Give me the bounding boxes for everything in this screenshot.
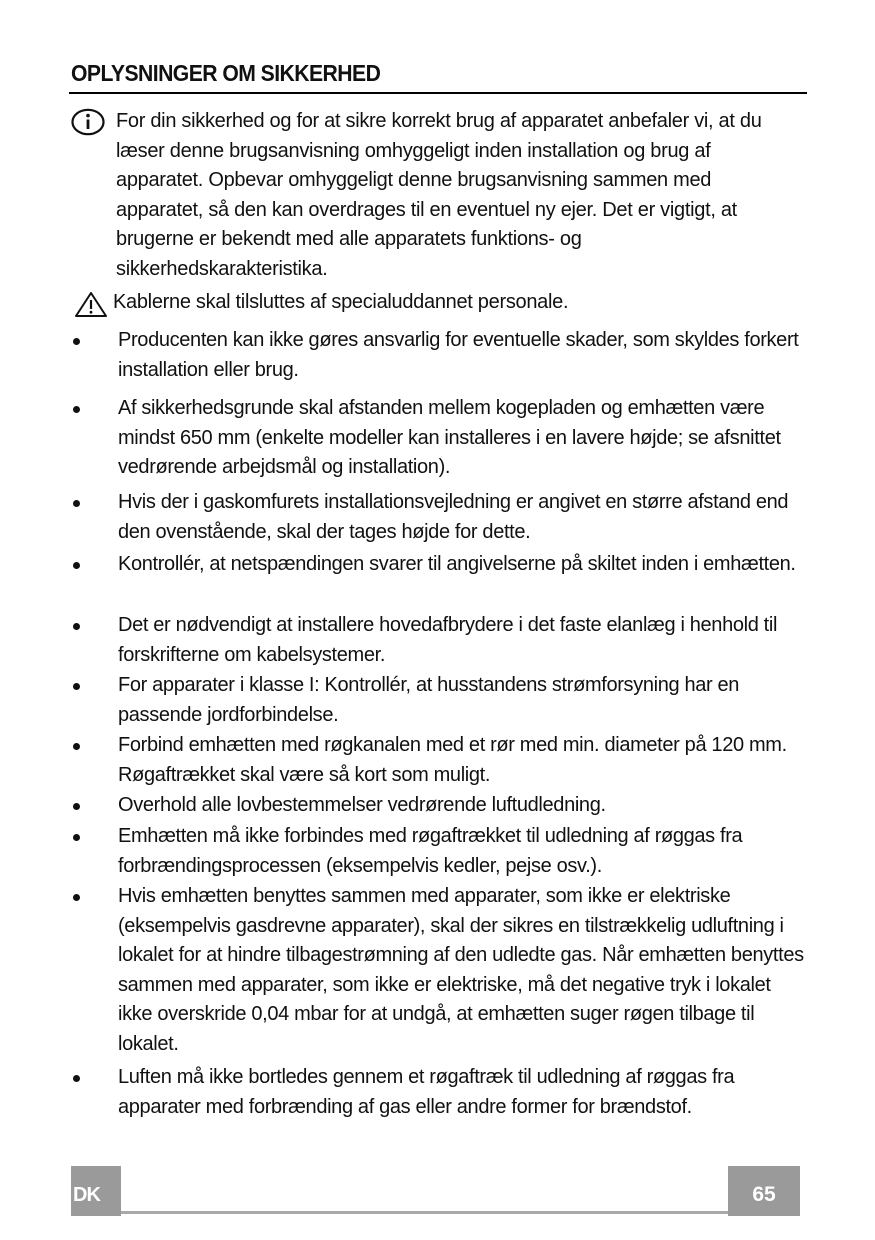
info-circle-icon	[71, 108, 105, 136]
list-item	[118, 1063, 804, 1122]
page-number: 65	[728, 1166, 800, 1216]
list-item	[118, 671, 804, 730]
bullet-dot-icon	[73, 1075, 80, 1082]
footer-divider	[121, 1211, 728, 1214]
language-badge: DK	[71, 1166, 121, 1216]
list-item	[118, 394, 804, 483]
bullet-dot-icon	[73, 743, 80, 750]
list-item-text: For apparater i klasse I: Kontrollér, at husstandens strømforsyning har en passende jordforbindelse.	[118, 674, 740, 726]
warning-triangle-icon	[74, 290, 108, 318]
title-divider	[69, 92, 807, 94]
list-item-text: Luften må ikke bortledes gennem et røgaftræk til udledning af røggas fra apparater med forbrænding af gas eller andre former for brændstof.	[118, 1066, 735, 1118]
info-paragraph: For din sikkerhed og for at sikre korrekt brug af apparatet anbefaler vi, at du læser denne brugsanvisning omhyggeligt inden installation og brug af apparatet. Opbevar omhyggeligt denne brugsanvisning sammen med apparatet, så den kan overdrages til en eventuel ny ejer. Det er vigtigt, at brugerne er bekendt med alle apparatets funktions- og sikkerhedskarakteristika.	[116, 110, 762, 280]
list-item	[118, 791, 804, 821]
bullet-dot-icon	[73, 623, 80, 630]
bullet-dot-icon	[73, 562, 80, 569]
list-item-text: Emhætten må ikke forbindes med røgaftrækket til udledning af røggas fra forbrændingsprocessen (eksempelvis kedler, pejse osv.).	[118, 825, 743, 877]
bullet-dot-icon	[73, 406, 80, 413]
list-item	[118, 882, 804, 1060]
list-item	[118, 488, 804, 547]
bullet-dot-icon	[73, 338, 80, 345]
bullet-dot-icon	[73, 834, 80, 841]
bullet-dot-icon	[73, 803, 80, 810]
list-item	[118, 326, 804, 385]
list-item-text: Overhold alle lovbestemmelser vedrørende luftudledning.	[118, 794, 606, 816]
list-item-text: Det er nødvendigt at installere hovedafbrydere i det faste elanlæg i henhold til forskrifterne om kabelsystemer.	[118, 614, 778, 666]
page-title: OPLYSNINGER OM SIKKERHED	[71, 60, 381, 86]
list-item-text: Hvis emhætten benyttes sammen med apparater, som ikke er elektriske (eksempelvis gasdrevne apparater), skal der sikres en tilstrækkelig udluftning i lokalet for at hindre tilbagestrømning af den udledte gas. Når emhætten benyttes sammen med apparater, som ikke er elektriske, må det negative tryk i lokalet ikke overskride 0,04 mbar for at undgå, at emhætten suger røgen tilbage til lokalet.	[118, 885, 804, 1055]
list-item-text: Producenten kan ikke gøres ansvarlig for eventuelle skader, som skyldes forkert installation eller brug.	[118, 329, 799, 381]
page-footer	[71, 1166, 800, 1216]
list-item-text: Hvis der i gaskomfurets installationsvejledning er angivet en større afstand end den ovenstående, skal der tages højde for dette.	[118, 491, 789, 543]
bullet-dot-icon	[73, 500, 80, 507]
list-item	[118, 611, 804, 670]
list-item	[118, 550, 804, 580]
list-item-text: Forbind emhætten med røgkanalen med et rør med min. diameter på 120 mm. Røgaftrækket skal være så kort som muligt.	[118, 734, 787, 786]
list-item	[118, 822, 804, 881]
warning-paragraph: Kablerne skal tilsluttes af specialuddannet personale.	[113, 291, 569, 313]
bullet-dot-icon	[73, 894, 80, 901]
list-item	[118, 731, 804, 790]
bullet-dot-icon	[73, 683, 80, 690]
list-item-text: Kontrollér, at netspændingen svarer til angivelserne på skiltet inden i emhætten.	[118, 553, 796, 575]
list-item-text: Af sikkerhedsgrunde skal afstanden mellem kogepladen og emhætten være mindst 650 mm (enkelte modeller kan installeres i en lavere højde; se afsnittet vedrørende arbejdsmål og installation).	[118, 397, 781, 479]
